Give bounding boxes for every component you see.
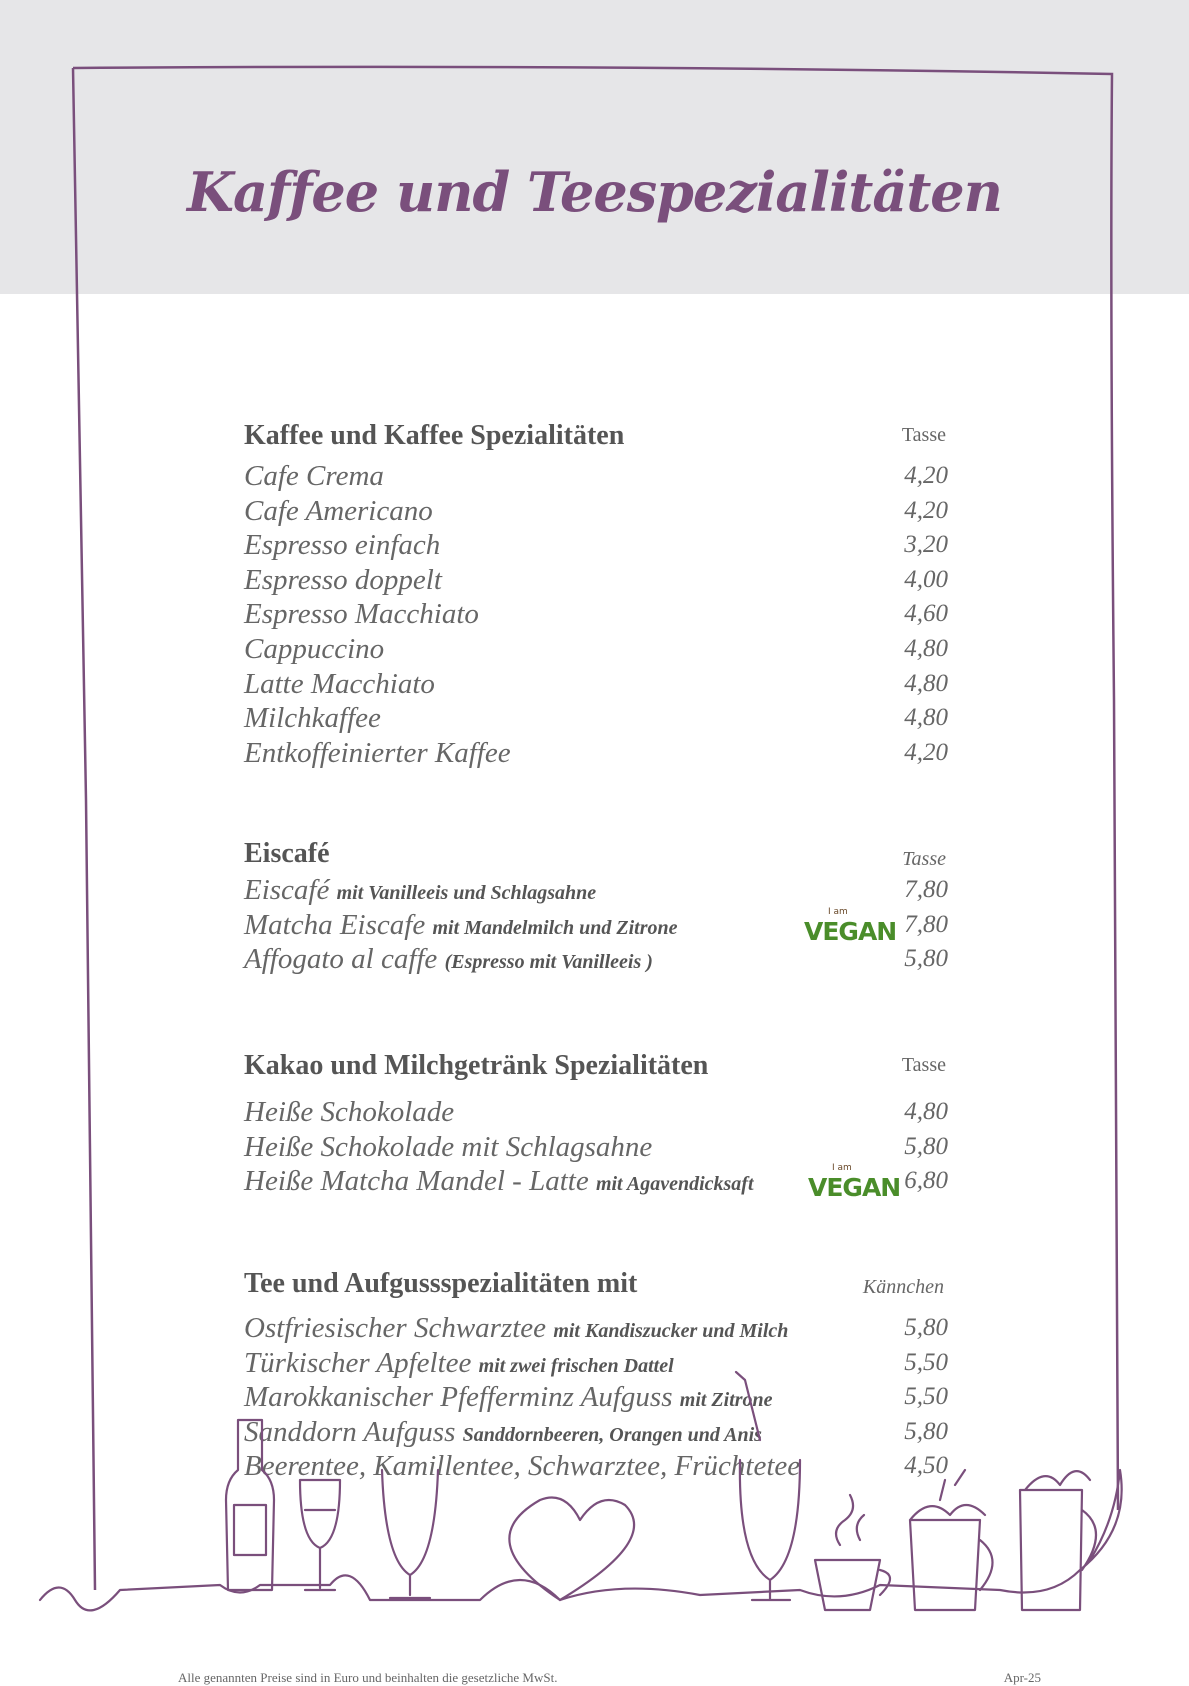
menu-item: Ostfriesischer Schwarztee mit Kandiszucker und Milch 5,80	[244, 1312, 948, 1344]
beer-mug-icon	[1020, 1471, 1096, 1610]
menu-item: Heiße Matcha Mandel - Latte mit Agavendicksaft I am VEGAN 6,80	[244, 1163, 948, 1203]
item-price: 4,80	[904, 704, 948, 732]
coffee-cup-icon	[815, 1495, 890, 1610]
item-price: 6,80	[904, 1167, 948, 1195]
item-description: Sanddornbeeren, Orangen und Anis	[462, 1423, 762, 1446]
footer-note: Alle genannten Preise sind in Euro und beinhalten die gesetzliche MwSt.	[178, 1670, 558, 1685]
item-price: 5,80	[904, 1132, 948, 1160]
item-price: 4,20	[904, 738, 948, 766]
menu-item: Entkoffeinierter Kaffee 4,20	[244, 736, 948, 769]
menu-item: Marokkanischer Pfefferminz Aufguss mit Zitrone 5,50	[244, 1381, 948, 1414]
menu-item: Cafe Crema 4,20	[244, 460, 948, 492]
item-price: 4,00	[904, 565, 948, 593]
wine-glass-icon	[300, 1480, 340, 1590]
item-price: 3,20	[904, 531, 948, 559]
menu-item: Latte Macchiato 4,80	[244, 667, 948, 700]
item-description: mit Vanilleeis und Schlagsahne	[336, 882, 597, 904]
menu-item: Cafe Americano 4,20	[244, 494, 948, 527]
menu-item: Heiße Schokolade 4,80	[244, 1096, 948, 1128]
section-title: Kaffee und Kaffee Spezialitäten	[244, 420, 625, 451]
goblet-icon	[382, 1470, 438, 1598]
section-title: Tee und Aufgussspezialitäten mit	[244, 1268, 638, 1299]
item-description: mit Mandelmilch und Zitrone	[432, 916, 678, 939]
menu-item: Milchkaffee 4,80	[244, 702, 948, 735]
vegan-badge-icon: I am VEGAN	[808, 1163, 901, 1203]
item-price: 4,50	[904, 1452, 948, 1480]
menu-item: Heiße Schokolade mit Schlagsahne 5,80	[244, 1130, 948, 1163]
item-description: mit Zitrone	[679, 1389, 773, 1412]
item-price: 4,80	[904, 1098, 948, 1125]
section-unit: Kännchen	[862, 1276, 944, 1298]
item-price: 4,20	[904, 496, 948, 524]
item-description: mit zwei frischen Dattel	[478, 1354, 674, 1377]
item-price: 4,60	[904, 600, 948, 628]
menu-item: Espresso Macchiato 4,60	[244, 598, 948, 631]
item-description: mit Kandiszucker und Milch	[553, 1320, 789, 1342]
menu-item: Matcha Eiscafe mit Mandelmilch und Zitrone I am VEGAN 7,80	[244, 906, 948, 946]
vegan-badge-icon: I am VEGAN	[804, 906, 897, 946]
item-price: 4,20	[904, 462, 948, 489]
menu-item: Beerentee, Kamillentee, Schwarztee, Früchtetee 4,50	[244, 1450, 948, 1483]
section-title: Eiscafé	[244, 838, 330, 869]
menu-item: Eiscafé mit Vanilleeis und Schlagsahne 7,80	[244, 874, 948, 906]
menu-item: Affogato al caffe (Espresso mit Vanilleeis ) 5,80	[244, 943, 948, 976]
menu-item: Sanddorn Aufguss Sanddornbeeren, Orangen und Anis 5,80	[244, 1415, 948, 1448]
item-price: 7,80	[904, 876, 948, 903]
menu-item: Espresso einfach 3,20	[244, 529, 948, 562]
menu-item: Türkischer Apfeltee mit zwei frischen Dattel 5,50	[244, 1346, 948, 1379]
item-price: 4,80	[904, 634, 948, 662]
footer-date: Apr-25	[1003, 1670, 1041, 1685]
item-description: (Espresso mit Vanilleeis )	[444, 951, 653, 974]
page-title: Kaffee und Teespezialitäten	[187, 160, 1002, 224]
menu-item: Cappuccino 4,80	[244, 632, 948, 665]
heart-icon	[509, 1498, 634, 1601]
item-price: 5,80	[904, 945, 948, 973]
item-price: 5,80	[904, 1314, 948, 1341]
item-price: 4,80	[904, 669, 948, 697]
item-price: 5,50	[904, 1383, 948, 1411]
section-unit: Tasse	[902, 848, 946, 870]
section-unit: Tasse	[901, 1054, 946, 1076]
item-price: 5,50	[904, 1348, 948, 1376]
item-description: mit Agavendicksaft	[595, 1173, 754, 1196]
item-price: 5,80	[904, 1417, 948, 1445]
section-title: Kakao und Milchgetränk Spezialitäten	[244, 1050, 709, 1081]
section-unit: Tasse	[901, 424, 946, 446]
bottle-icon	[226, 1420, 274, 1590]
item-price: 7,80	[904, 910, 948, 938]
cocktail-glass-icon	[736, 1372, 800, 1600]
menu-item: Espresso doppelt 4,00	[244, 563, 948, 596]
